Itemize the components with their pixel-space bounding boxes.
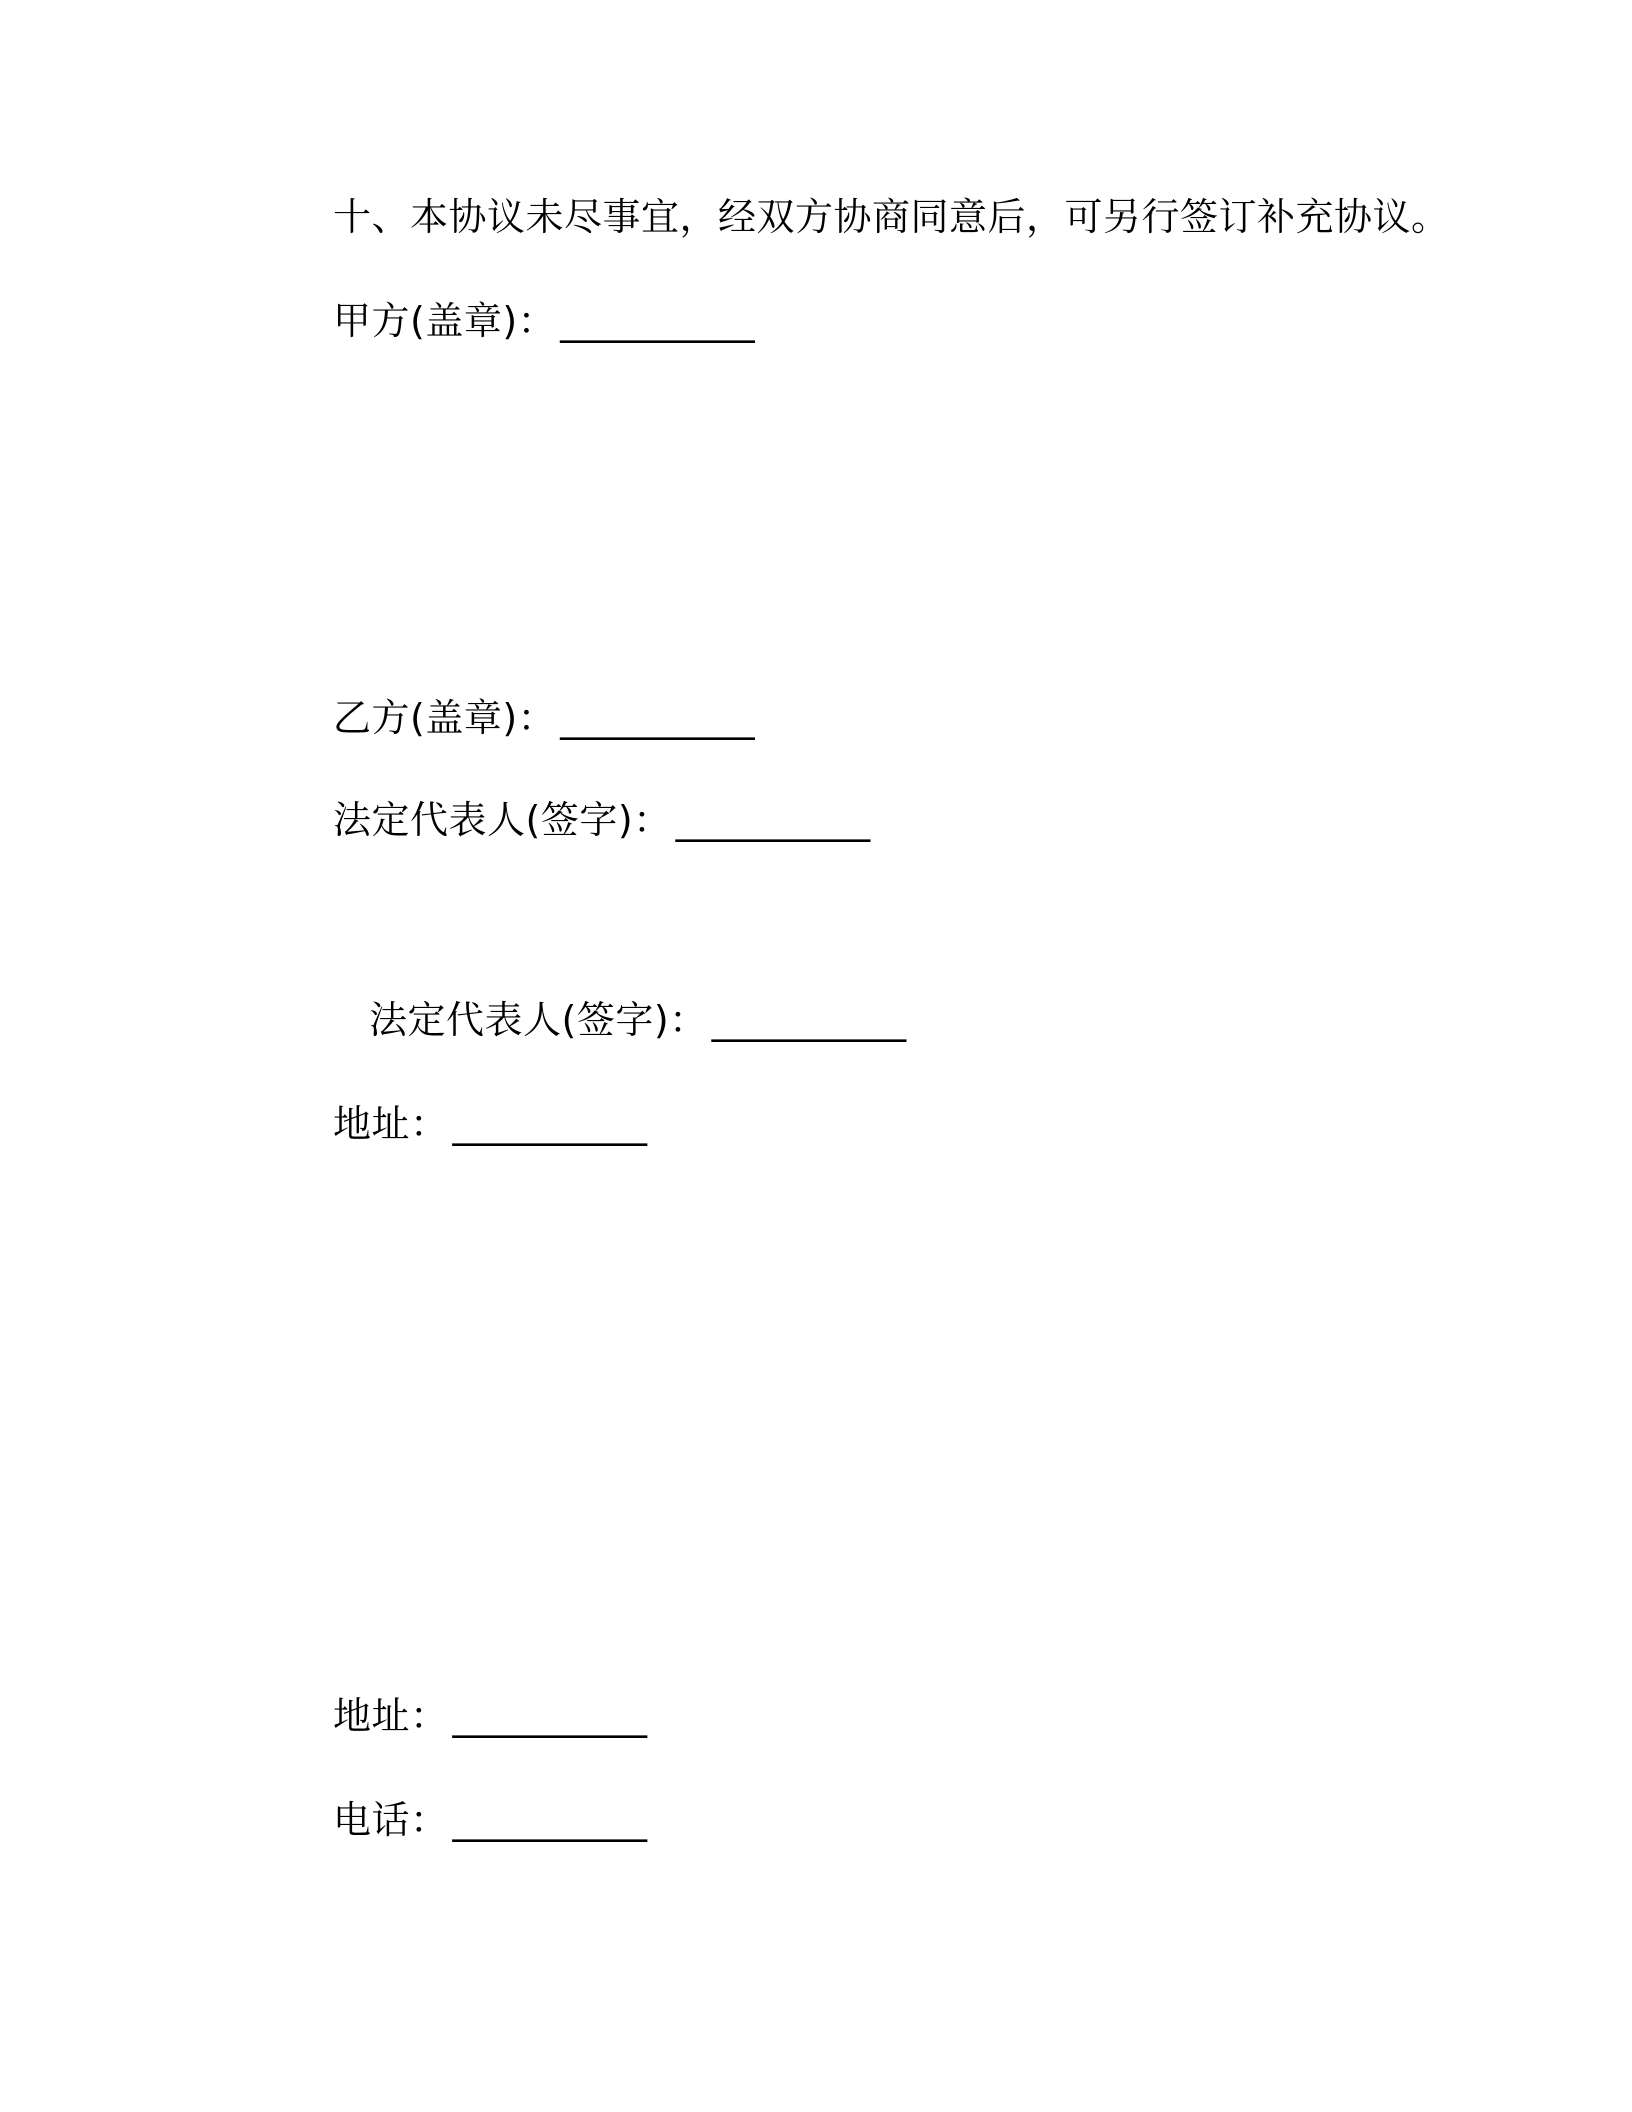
legal-rep-sign-blank-2: __________ bbox=[711, 998, 907, 1042]
legal-rep-sign-line-2 bbox=[369, 997, 907, 1043]
party-a-seal-blank: __________ bbox=[560, 299, 756, 343]
party-b-seal-label: 乙方(盖章)： bbox=[333, 696, 557, 740]
legal-rep-sign-label-1: 法定代表人(签字)： bbox=[333, 798, 672, 842]
party-a-seal-line bbox=[333, 298, 755, 344]
address-label-1: 地址： bbox=[333, 1102, 449, 1146]
legal-rep-sign-blank-1: __________ bbox=[675, 798, 871, 842]
phone-label: 电话： bbox=[333, 1798, 449, 1842]
address-blank-1: __________ bbox=[452, 1102, 648, 1146]
legal-rep-sign-line-1 bbox=[333, 797, 871, 843]
address-line-2 bbox=[333, 1693, 648, 1739]
address-label-2: 地址： bbox=[333, 1694, 449, 1738]
party-b-seal-line bbox=[333, 695, 755, 741]
party-a-seal-label: 甲方(盖章)： bbox=[333, 299, 557, 343]
phone-line bbox=[333, 1797, 648, 1843]
legal-rep-sign-label-2: 法定代表人(签字)： bbox=[369, 998, 708, 1042]
clause-ten-text: 十、本协议未尽事宜，经双方协商同意后，可另行签订补充协议。 bbox=[333, 195, 1450, 239]
phone-blank: __________ bbox=[452, 1798, 648, 1842]
clause-ten bbox=[333, 194, 1450, 240]
address-line-1 bbox=[333, 1101, 648, 1147]
address-blank-2: __________ bbox=[452, 1694, 648, 1738]
party-b-seal-blank: __________ bbox=[560, 696, 756, 740]
